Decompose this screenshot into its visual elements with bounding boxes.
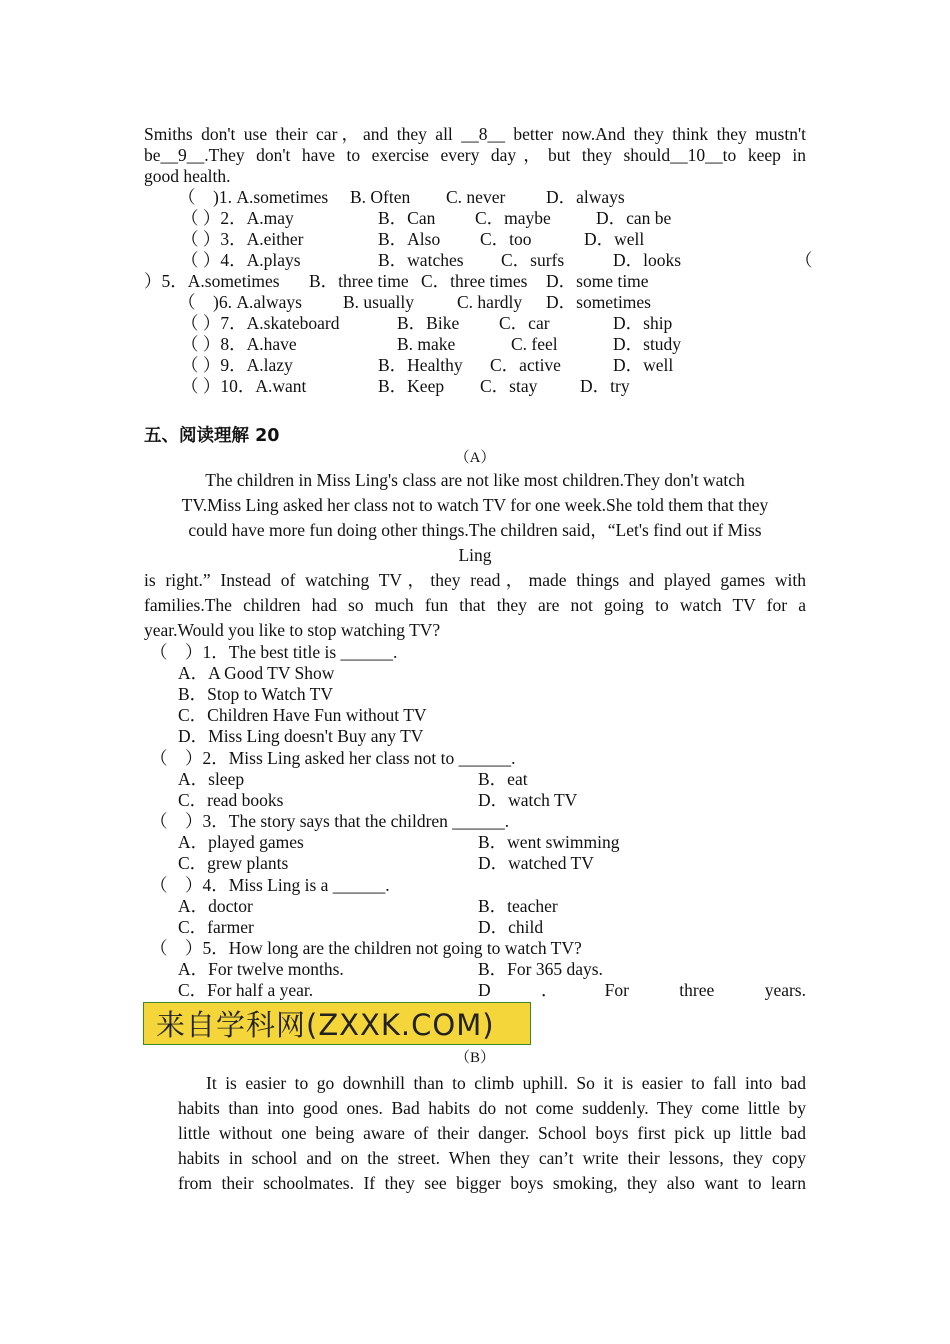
option-b: B．three time xyxy=(309,271,409,291)
item-number-option-a: （ ）9．A.lazy xyxy=(181,355,293,375)
option-b: B．Can xyxy=(378,208,436,228)
question-stem: （ ）2．Miss Ling asked her class not to ______. xyxy=(150,748,516,768)
answer-paren: （ xyxy=(795,250,813,270)
passage-line: It is easier to go downhill than to climb uphill. So it is easier to fall into bad xyxy=(206,1073,806,1093)
option: D ．For three years. xyxy=(478,980,806,1000)
item-number-option-a: ）5．A.sometimes xyxy=(144,271,280,291)
option: B．teacher xyxy=(478,896,558,916)
item-number-option-a: （ ）10．A.want xyxy=(181,376,307,396)
option: B．eat xyxy=(478,769,528,789)
option-b: B．Keep xyxy=(378,376,445,396)
option-b: B．Healthy xyxy=(378,355,463,375)
option-b: B. usually xyxy=(343,292,414,312)
passage-line: Ling xyxy=(458,545,492,565)
option-d: D．study xyxy=(613,334,682,354)
option: A．A Good TV Show xyxy=(178,663,335,683)
item-number-option-a: （ ）7．A.skateboard xyxy=(181,313,340,333)
option-c: C．active xyxy=(490,355,561,375)
option: C．read books xyxy=(178,790,284,810)
option: B．went swimming xyxy=(478,832,620,852)
option-d: D．sometimes xyxy=(546,292,651,312)
passage-line: habits in school and on the street. When they can’t write their lessons, they copy xyxy=(178,1148,806,1168)
option-b: B．Also xyxy=(378,229,441,249)
option: A．played games xyxy=(178,832,304,852)
option-c: C．stay xyxy=(480,376,538,396)
passage-label: （B） xyxy=(454,1050,495,1066)
item-number-option-a: （ ）3．A.either xyxy=(181,229,304,249)
cloze-text-line: be__9__.They don't have to exercise every day，but they should__10__to keep in xyxy=(144,145,806,165)
option: A．For twelve months. xyxy=(178,959,344,979)
passage-line: year.Would you like to stop watching TV? xyxy=(144,620,441,640)
option: C．farmer xyxy=(178,917,254,937)
option-c: C. never xyxy=(446,187,506,207)
option-b: B．watches xyxy=(378,250,464,270)
question-stem: （ ）4．Miss Ling is a ______. xyxy=(150,875,390,895)
option: C．For half a year. xyxy=(178,980,314,1000)
zxxk-logo: 来自学科网(ZXXK.COM) xyxy=(143,1002,531,1045)
question-stem: （ ）1．The best title is ______. xyxy=(150,642,398,662)
option-b: B. Often xyxy=(350,187,411,207)
option-d: D．ship xyxy=(613,313,673,333)
option-d: D．well xyxy=(584,229,645,249)
option-c: C．maybe xyxy=(475,208,551,228)
passage-line: habits than into good ones. Bad habits do not come suddenly. They come little by xyxy=(178,1098,806,1118)
passage-line: families.The children had so much fun that they are not going to watch TV for a xyxy=(144,595,806,615)
option-c: C．three times xyxy=(421,271,528,291)
passage-line: The children in Miss Ling's class are not like most children.They don't watch xyxy=(205,470,745,490)
section-heading: 五、阅读理解 20 xyxy=(144,426,280,446)
option-d: D．some time xyxy=(546,271,649,291)
option-c: C．car xyxy=(499,313,550,333)
option: D．watched TV xyxy=(478,853,594,873)
item-number-option-a: （ )1. A.sometimes xyxy=(178,187,329,207)
item-number-option-a: （ )6. A.always xyxy=(178,292,302,312)
option-d: D．try xyxy=(580,376,630,396)
option: D．watch TV xyxy=(478,790,578,810)
option: C．Children Have Fun without TV xyxy=(178,705,427,725)
passage-line: from their schoolmates. If they see bigger boys smoking, they also want to learn xyxy=(178,1173,806,1193)
option-c: C. feel xyxy=(511,334,558,354)
option-d: D．looks xyxy=(613,250,682,270)
option: B．For 365 days. xyxy=(478,959,603,979)
option: D．Miss Ling doesn't Buy any TV xyxy=(178,726,424,746)
passage-line: is right.” Instead of watching TV，they read，made things and played games with xyxy=(144,570,806,590)
passage-line: little without one being aware of their danger. School boys first pick up little bad xyxy=(178,1123,806,1143)
option-d: D．well xyxy=(613,355,674,375)
cloze-text-line: Smiths don't use their car，and they all __8__ better now.And they think they mustn't xyxy=(144,124,806,144)
item-number-option-a: （ ）8．A.have xyxy=(181,334,297,354)
option-c: C. hardly xyxy=(457,292,523,312)
option: D．child xyxy=(478,917,544,937)
item-number-option-a: （ ）4．A.plays xyxy=(181,250,301,270)
option-b: B．Bike xyxy=(397,313,460,333)
option-b: B. make xyxy=(397,334,456,354)
cloze-text-line: good health. xyxy=(144,166,231,186)
option-d: D．always xyxy=(546,187,625,207)
question-stem: （ ）5．How long are the children not going to watch TV? xyxy=(150,938,582,958)
passage-line: TV.Miss Ling asked her class not to watch TV for one week.She told them that they xyxy=(181,495,769,515)
option: A．sleep xyxy=(178,769,245,789)
item-number-option-a: （ ）2．A.may xyxy=(181,208,294,228)
passage-line: could have more fun doing other things.The children said，“Let's find out if Miss xyxy=(188,520,762,540)
option-d: D．can be xyxy=(596,208,672,228)
option-c: C．surfs xyxy=(501,250,565,270)
question-stem: （ ）3．The story says that the children ______. xyxy=(150,811,510,831)
option: B．Stop to Watch TV xyxy=(178,684,333,704)
option: A．doctor xyxy=(178,896,253,916)
passage-label: （A） xyxy=(454,450,496,466)
option-c: C．too xyxy=(480,229,532,249)
option: C．grew plants xyxy=(178,853,289,873)
